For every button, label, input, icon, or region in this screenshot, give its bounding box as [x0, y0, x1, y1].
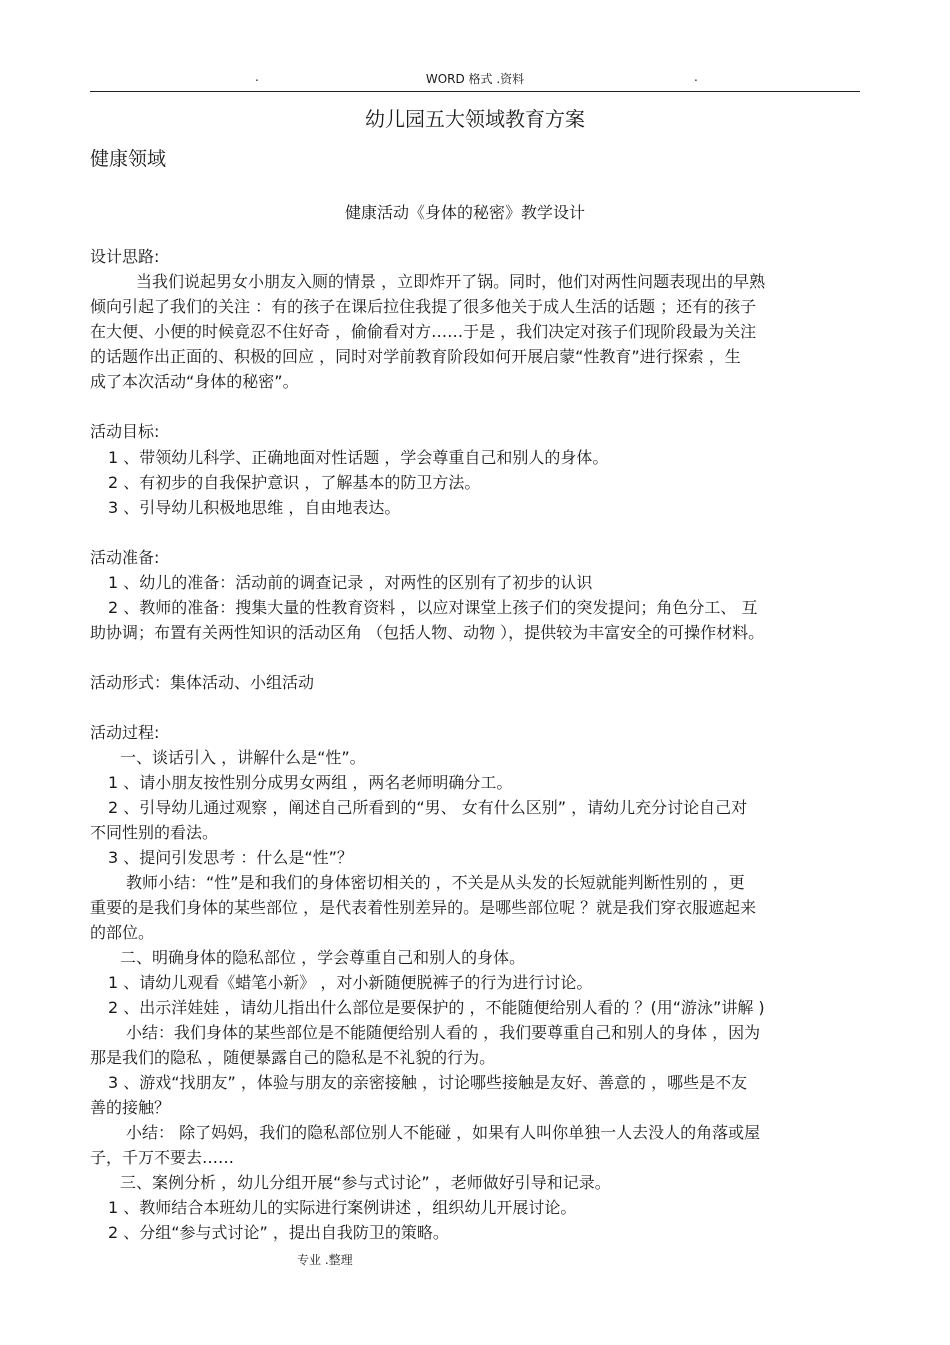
- text-line: 二、明确身体的隐私部位 ，学会尊重自己和别人的身体。: [120, 948, 526, 967]
- text-line: 1 、带领幼儿科学、正确地面对性话题 ，学会尊重自己和别人的身体。: [108, 448, 609, 467]
- text-line: 2 、出示洋娃娃 ，请幼儿指出什么部位是要保护的 ，不能随便给别人看的 ？(用“游泳”讲解 ): [108, 998, 765, 1017]
- text-line: 善的接触？: [90, 1098, 171, 1117]
- text-line: 的话题作出正面的、积极的回应 ，同时对学前教育阶段如何开展启蒙“性教育”进行探索 ，生: [90, 347, 741, 366]
- text-line: 1 、教师结合本班幼儿的实际进行案例讲述 ，组织幼儿开展讨论。: [108, 1198, 577, 1217]
- text-line: 2 、有初步的自我保护意识 ，了解基本的防卫方法。: [108, 473, 481, 492]
- text-line: 小结： 除了妈妈，我们的隐私部位别人不能碰 ，如果有人叫你单独一人去没人的角落或屋: [126, 1123, 761, 1142]
- header-center-text: WORD 格式 .资料: [425, 72, 525, 86]
- text-line: 活动过程:: [90, 723, 160, 742]
- text-line: 小结：我们身体的某些部位是不能随便给别人看的 ，我们要尊重自己和别人的身体 ，因为: [126, 1023, 761, 1042]
- text-line: 活动目标:: [90, 422, 160, 441]
- text-line: 成了本次活动“身体的秘密”。: [90, 372, 299, 391]
- text-line: 助协调；布置有关两性知识的活动区角 （包括人物、动物 ），提供较为丰富安全的可操作材料。: [90, 623, 765, 642]
- text-line: 当我们说起男女小朋友入厕的情景 ，立即炸开了锅。同时，他们对两性问题表现出的早熟: [136, 272, 766, 291]
- text-line: 活动准备:: [90, 548, 160, 567]
- header-dot-left: .: [255, 70, 259, 84]
- text-line: 2 、引导幼儿通过观察 ，阐述自己所看到的“男、 女有什么区别” ，请幼儿充分讨论自己对: [108, 798, 748, 817]
- document-title: 幼儿园五大领域教育方案: [365, 107, 585, 131]
- header-rule: [90, 91, 860, 92]
- text-line: 倾向引起了我们的关注 ：有的孩子在课后拉住我提了很多他关于成人生活的话题 ；还有的孩子: [90, 297, 757, 316]
- page-header: [0, 70, 950, 86]
- text-line: 子，千万不要去……: [90, 1148, 235, 1167]
- text-line: 3 、提问引发思考 ：什么是“性”？: [108, 848, 353, 867]
- text-line: 不同性别的看法。: [90, 823, 219, 842]
- text-line: 3 、游戏“找朋友” ，体验与朋友的亲密接触 ，讨论哪些接触是友好、善意的 ，哪些是不友: [108, 1073, 748, 1092]
- text-line: 那是我们的隐私 ，随便暴露自己的隐私是不礼貌的行为。: [90, 1048, 496, 1067]
- text-line: 设计思路:: [90, 247, 160, 266]
- text-line: 2 、教师的准备：搜集大量的性教育资料 ，以应对课堂上孩子们的突发提问；角色分工、 互: [108, 598, 758, 617]
- activity-subtitle: 健康活动《身体的秘密》教学设计: [344, 203, 585, 222]
- text-line: 三、案例分析 ，幼儿分组开展“参与式讨论” ，老师做好引导和记录。: [120, 1173, 611, 1192]
- text-line: 3 、引导幼儿积极地思维 ，自由地表达。: [108, 498, 401, 517]
- text-line: 2 、分组“参与式讨论” ，提出自我防卫的策略。: [108, 1223, 449, 1242]
- text-line: 1 、幼儿的准备：活动前的调查记录 ，对两性的区别有了初步的认识: [108, 573, 593, 592]
- text-line: 1 、请幼儿观看《蜡笔小新》 ，对小新随便脱裤子的行为进行讨论。: [108, 973, 593, 992]
- text-line: 一、谈话引入 ，讲解什么是“性”。: [120, 748, 366, 767]
- header-dot-right: .: [694, 70, 698, 84]
- text-line: 重要的是我们身体的某些部位 ，是代表着性别差异的。是哪些部位呢 ？就是我们穿衣服遮起来: [90, 898, 757, 917]
- text-line: 在大便、小便的时候竟忍不住好奇 ，偷偷看对方……于是 ，我们决定对孩子们现阶段最为关注: [90, 322, 757, 341]
- text-line: 1 、请小朋友按性别分成男女两组 ，两名老师明确分工。: [108, 773, 513, 792]
- section-heading: 健康领域: [90, 148, 167, 170]
- text-line: 教师小结：“性”是和我们的身体密切相关的 ，不关是从头发的长短就能判断性别的 ，更: [126, 873, 745, 892]
- page-footer: 专业 .整理: [297, 1253, 353, 1267]
- text-line: 的部位。: [90, 923, 155, 942]
- text-line: 活动形式：集体活动、小组活动: [90, 673, 315, 692]
